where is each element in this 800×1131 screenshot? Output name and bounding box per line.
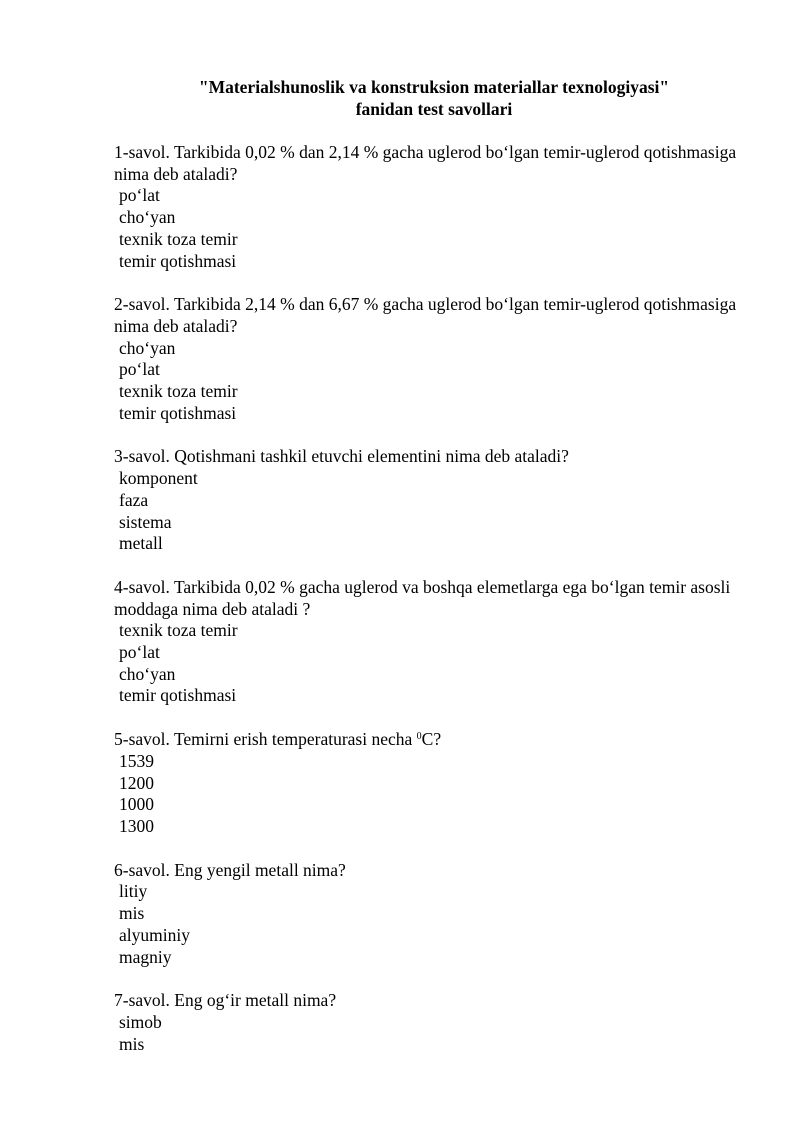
- answer-option: po‘lat: [119, 185, 160, 206]
- question-text: [114, 729, 754, 751]
- answer-option: 1300: [119, 815, 154, 836]
- answer-list: [114, 185, 754, 272]
- answer-option: po‘lat: [119, 359, 160, 380]
- answer-list: [114, 338, 754, 425]
- answer-option: mis: [119, 1033, 145, 1054]
- answer-option: temir qotishmasi: [119, 402, 237, 423]
- answer-option: metall: [119, 533, 163, 554]
- question-text: 3-savol. Qotishmani tashkil etuvchi elementini nima deb ataladi?: [114, 446, 569, 467]
- answer-list: [114, 881, 754, 968]
- title-line-1: "Materialshunoslik va konstruksion materiallar texnologiyasi": [198, 77, 670, 97]
- answer-option: texnik toza temir: [119, 381, 238, 402]
- answer-option: faza: [119, 489, 149, 510]
- question-text-start: 5-savol. Temirni erish temperaturasi necha: [114, 729, 417, 750]
- question-text: 7-savol. Eng og‘ir metall nima?: [114, 990, 337, 1011]
- answer-option: cho‘yan: [119, 207, 176, 228]
- answer-option: litiy: [119, 881, 148, 902]
- answer-list: [114, 751, 754, 838]
- answer-option: alyuminiy: [119, 924, 190, 945]
- answer-option: po‘lat: [119, 642, 160, 663]
- question-2: [114, 294, 754, 424]
- answer-option: 1539: [119, 750, 154, 771]
- answer-list: [114, 620, 754, 707]
- question-text: 6-savol. Eng yengil metall nima?: [114, 859, 346, 880]
- question-text: 1-savol. Tarkibida 0,02 % dan 2,14 % gacha uglerod bo‘lgan temir-uglerod qotishmasiga nima deb ataladi?: [114, 142, 737, 184]
- answer-option: texnik toza temir: [119, 620, 238, 641]
- answer-list: [114, 1012, 754, 1055]
- answer-option: mis: [119, 903, 145, 924]
- question-1: [114, 142, 754, 272]
- title-line-2: fanidan test savollari: [355, 99, 513, 119]
- question-7: [114, 990, 754, 1055]
- answer-option: temir qotishmasi: [119, 250, 237, 271]
- answer-option: temir qotishmasi: [119, 685, 237, 706]
- question-4: [114, 577, 754, 707]
- question-text: 4-savol. Tarkibida 0,02 % gacha uglerod va boshqa elemetlarga ega bo‘lgan temir asosli moddaga nima deb ataladi ?: [114, 576, 731, 619]
- answer-option: 1200: [119, 772, 154, 793]
- question-text: 2-savol. Tarkibida 2,14 % dan 6,67 % gacha uglerod bo‘lgan temir-uglerod qotishmasiga nima deb ataladi?: [114, 294, 737, 336]
- answer-option: 1000: [119, 794, 154, 815]
- answer-option: komponent: [119, 468, 198, 489]
- question-5: [114, 729, 754, 838]
- document-title: [144, 76, 724, 120]
- answer-option: cho‘yan: [119, 663, 176, 684]
- answer-option: sistema: [119, 511, 172, 532]
- degree-superscript: 0: [416, 731, 422, 743]
- answer-option: magniy: [119, 946, 172, 967]
- answer-option: texnik toza temir: [119, 228, 238, 249]
- question-text-end: C?: [421, 729, 442, 750]
- answer-option: cho‘yan: [119, 337, 176, 358]
- document-page: [114, 76, 754, 1055]
- answer-list: [114, 468, 754, 555]
- question-3: [114, 446, 754, 555]
- answer-option: simob: [119, 1011, 162, 1032]
- question-6: [114, 860, 754, 969]
